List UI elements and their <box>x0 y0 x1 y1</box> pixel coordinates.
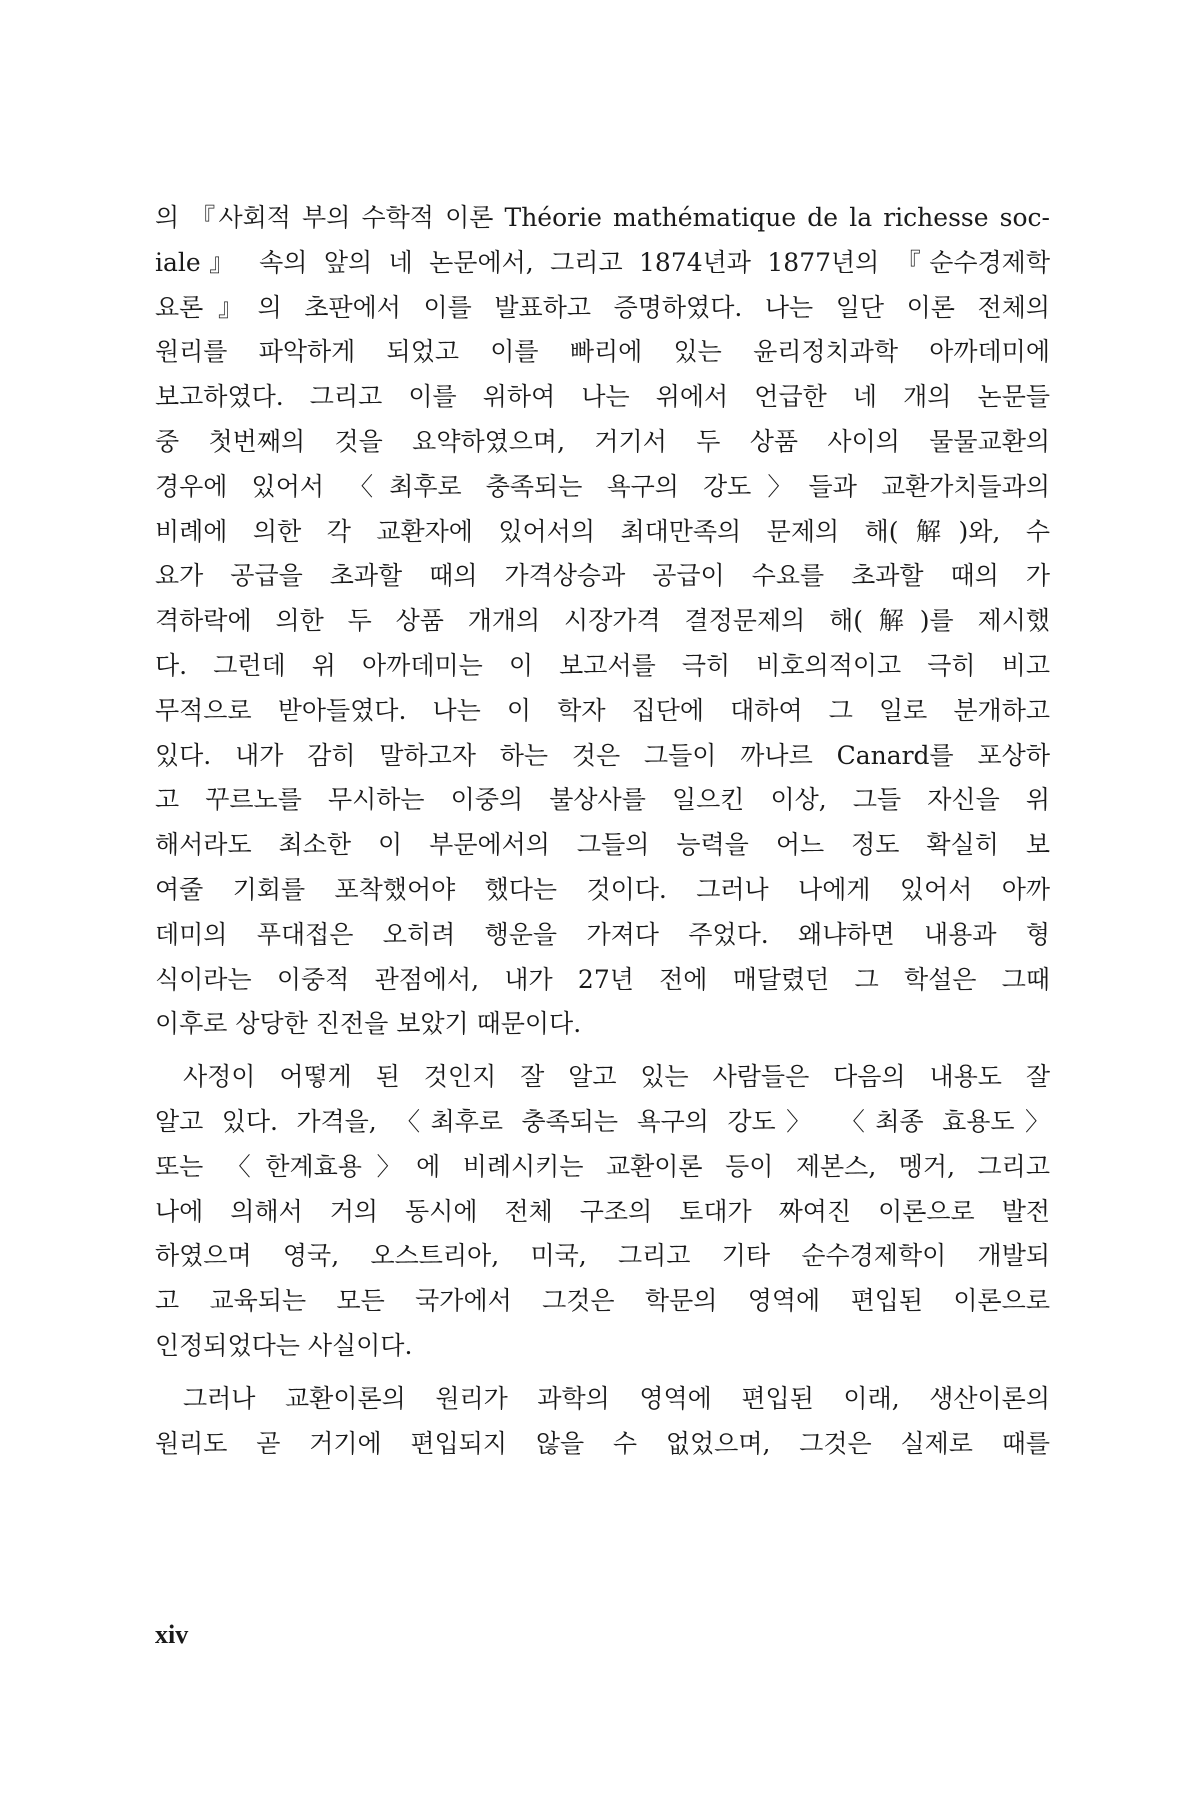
text-line: 고 교육되는 모든 국가에서 그것은 학문의 영역에 편입된 이론으로 <box>155 1286 1050 1316</box>
text-line: 요가 공급을 초과할 때의 가격상승과 공급이 수요를 초과할 때의 가 <box>155 561 1050 591</box>
text-line: 사정이 어떻게 된 것인지 잘 알고 있는 사람들은 다음의 내용도 잘 <box>183 1062 1050 1092</box>
paragraph-3 <box>155 1377 1050 1467</box>
text-line: 알고 있다. 가격을, 〈최후로 충족되는 욕구의 강도〉 〈최종 효용도〉 <box>155 1106 1050 1136</box>
page-number: xiv <box>155 1620 189 1649</box>
paragraph-gap <box>155 1047 1050 1055</box>
paragraph-2 <box>155 1055 1050 1369</box>
text-line: 다. 그런데 위 아까데미는 이 보고서를 극히 비호의적이고 극히 비고 <box>155 650 1050 680</box>
body-text <box>155 196 1050 1466</box>
text-line: 나에 의해서 거의 동시에 전체 구조의 토대가 짜여진 이론으로 발전 <box>155 1196 1050 1226</box>
text-line: 또는 〈한계효용〉에 비례시키는 교환이론 등이 제본스, 멩거, 그리고 <box>155 1151 1050 1181</box>
text-line: 원리도 곧 거기에 편입되지 않을 수 없었으며, 그것은 실제로 때를 <box>155 1428 1050 1458</box>
text-line: 격하락에 의한 두 상품 개개의 시장가격 결정문제의 해(解)를 제시했 <box>155 606 1050 636</box>
text-line: 요론』의 초판에서 이를 발표하고 증명하였다. 나는 일단 이론 전체의 <box>155 292 1050 322</box>
text-line: 이후로 상당한 진전을 보았기 때문이다. <box>155 1009 582 1039</box>
text-line: 보고하였다. 그리고 이를 위하여 나는 위에서 언급한 네 개의 논문들 <box>155 382 1050 412</box>
paragraph-1 <box>155 196 1050 1047</box>
text-line: 비례에 의한 각 교환자에 있어서의 최대만족의 문제의 해(解)와, 수 <box>155 516 1050 546</box>
text-line: 있다. 내가 감히 말하고자 하는 것은 그들이 까나르 Canard를 포상하 <box>155 740 1050 770</box>
text-line: 경우에 있어서 〈최후로 충족되는 욕구의 강도〉들과 교환가치들과의 <box>155 471 1050 501</box>
text-line: 해서라도 최소한 이 부문에서의 그들의 능력을 어느 정도 확실히 보 <box>155 830 1050 860</box>
text-line: 고 꾸르노를 무시하는 이중의 불상사를 일으킨 이상, 그들 자신을 위 <box>155 785 1050 815</box>
text-line: 데미의 푸대접은 오히려 행운을 가져다 주었다. 왜냐하면 내용과 형 <box>155 919 1050 949</box>
text-line: iale』 속의 앞의 네 논문에서, 그리고 1874년과 1877년의 『순수경제학 <box>155 247 1050 277</box>
text-line: 원리를 파악하게 되었고 이를 빠리에 있는 윤리정치과학 아까데미에 <box>155 337 1050 367</box>
text-line: 의 『사회적 부의 수학적 이론 Théorie mathématique de la richesse soc- <box>155 203 1050 232</box>
text-line: 여줄 기회를 포착했어야 했다는 것이다. 그러나 나에게 있어서 아까 <box>155 874 1050 904</box>
text-line: 무적으로 받아들였다. 나는 이 학자 집단에 대하여 그 일로 분개하고 <box>155 695 1050 725</box>
text-line: 그러나 교환이론의 원리가 과학의 영역에 편입된 이래, 생산이론의 <box>183 1383 1050 1413</box>
paragraph-gap <box>155 1369 1050 1377</box>
text-line: 하였으며 영국, 오스트리아, 미국, 그리고 기타 순수경제학이 개발되 <box>155 1241 1050 1271</box>
text-line: 인정되었다는 사실이다. <box>155 1330 413 1360</box>
text-line: 식이라는 이중적 관점에서, 내가 27년 전에 매달렸던 그 학설은 그때 <box>155 964 1050 994</box>
text-line: 중 첫번째의 것을 요약하였으며, 거기서 두 상품 사이의 물물교환의 <box>155 426 1050 456</box>
